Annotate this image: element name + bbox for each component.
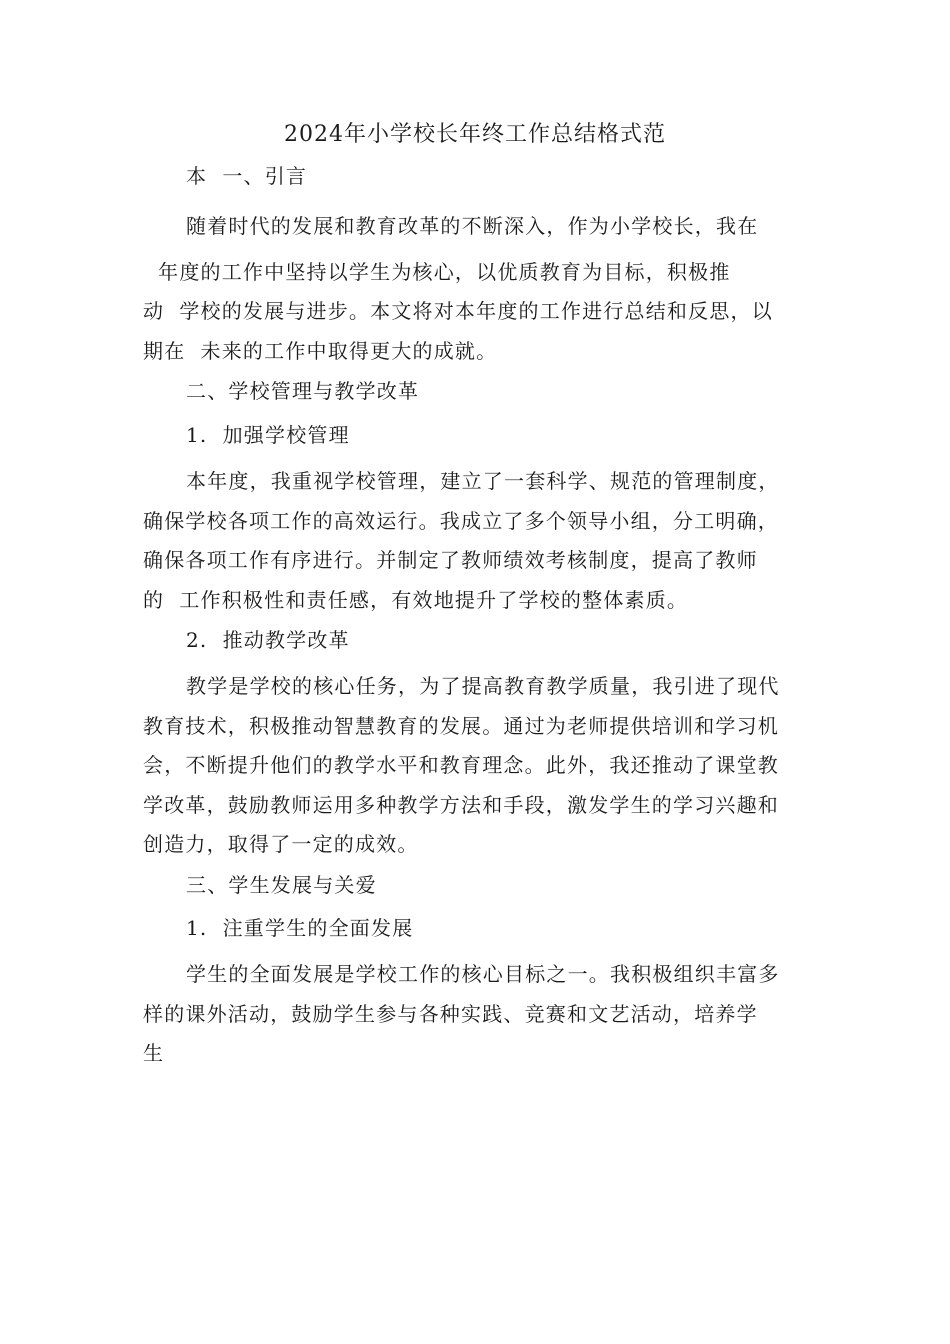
text-line: 学生的全面发展是学校工作的核心目标之一。我积极组织丰富多 <box>186 962 780 986</box>
text-line: 动 学校的发展与进步。本文将对本年度的工作进行总结和反思，以 <box>143 299 773 323</box>
text-line: 确保各项工作有序进行。并制定了教师绩效考核制度，提高了教师 <box>143 548 758 572</box>
text-line: 确保学校各项工作的高效运行。我成立了多个领导小组，分工明确， <box>143 509 779 533</box>
text-line: 本 一、引言 <box>186 164 308 188</box>
text-line: 年度的工作中坚持以学生为核心，以优质教育为目标，积极推 <box>143 260 731 284</box>
section-heading: 三、学生发展与关爱 <box>186 873 377 897</box>
text-line: 教育技术，积极推动智慧教育的发展。通过为老师提供培训和学习机 <box>143 714 779 738</box>
text-line: 教学是学校的核心任务，为了提高教育教学质量，我引进了现代 <box>186 674 780 698</box>
subsection-heading: 1. 加强学校管理 <box>186 423 350 447</box>
text-line: 样的课外活动，鼓励学生参与各种实践、竞赛和文艺活动，培养学 <box>143 1002 758 1026</box>
section-heading: 二、学校管理与教学改革 <box>186 379 420 403</box>
text-line: 生 <box>143 1041 165 1065</box>
text-line: 的 工作积极性和责任感，有效地提升了学校的整体素质。 <box>143 588 689 612</box>
text-line: 随着时代的发展和教育改革的不断深入，作为小学校长，我在 <box>186 214 759 238</box>
text-line: 期在 未来的工作中取得更大的成就。 <box>143 339 498 363</box>
text-line: 本年度，我重视学校管理，建立了一套科学、规范的管理制度， <box>186 469 780 493</box>
subsection-heading: 2. 推动教学改革 <box>186 628 350 652</box>
document-title: 2024年小学校长年终工作总结格式范 <box>284 122 666 147</box>
text-line: 会，不断提升他们的教学水平和教育理念。此外，我还推动了课堂教 <box>143 753 779 777</box>
subsection-heading: 1. 注重学生的全面发展 <box>186 916 414 940</box>
text-line: 学改革，鼓励教师运用多种教学方法和手段，激发学生的学习兴趣和 <box>143 793 779 817</box>
text-line: 创造力，取得了一定的成效。 <box>143 832 419 856</box>
